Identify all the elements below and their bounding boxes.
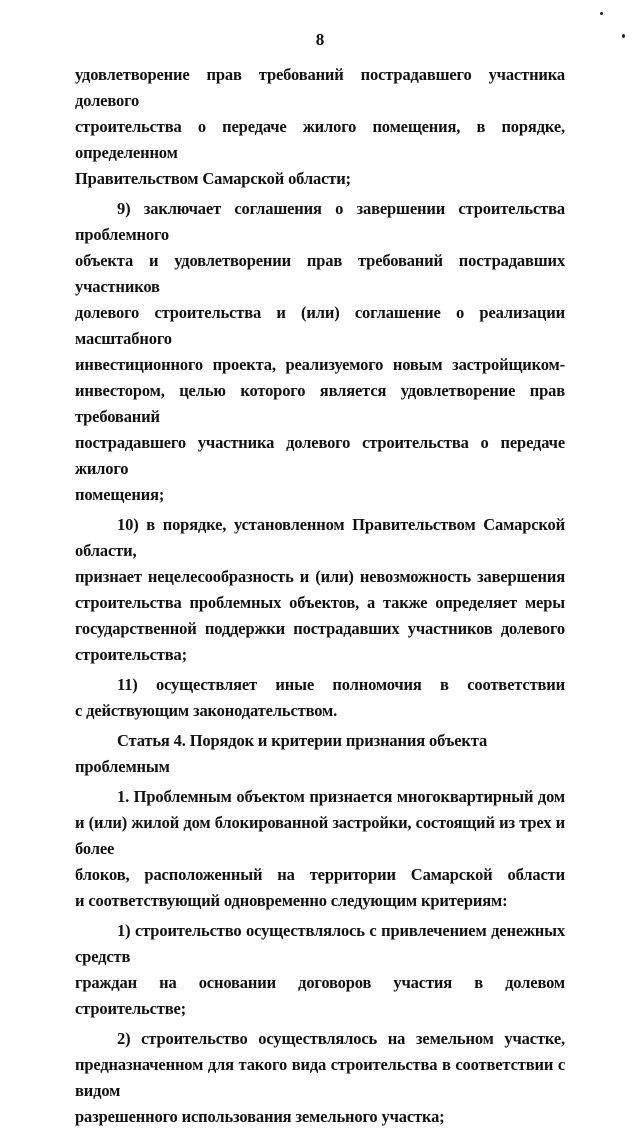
- scan-speck: [600, 12, 603, 15]
- paragraph-line: с действующим законодательством.: [75, 701, 338, 720]
- list-item-11: 11) осуществляет иные полномочия в соответствии: [117, 675, 565, 694]
- page-number: 8: [315, 30, 325, 49]
- list-item-10: 10) в порядке, установленном Правительством Самарской области,: [75, 515, 565, 560]
- paragraph-line: предназначенном для такого вида строительства в соответствии с видом: [75, 1055, 565, 1100]
- paragraph-line: строительства;: [75, 645, 187, 664]
- criterion-2: 2) строительство осуществлялось на земельном участке,: [117, 1029, 565, 1048]
- paragraph-line: граждан на основании договоров участия в долевом строительстве;: [75, 973, 565, 1018]
- paragraph-line: долевого строительства и (или) соглашение о реализации масштабного: [75, 303, 565, 348]
- scan-speck: [622, 34, 625, 38]
- paragraph-line: разрешенного использования земельного участка;: [75, 1107, 445, 1126]
- article-title: Порядок и критерии признания объекта проблемным: [75, 731, 488, 776]
- paragraph-line: инвестором, целью которого является удовлетворение прав требований: [75, 381, 565, 426]
- paragraph-line: помещения;: [75, 485, 165, 504]
- document-body: [75, 62, 565, 1130]
- article-heading: [75, 728, 565, 780]
- paragraph-line: государственной поддержки пострадавших участников долевого: [75, 619, 565, 638]
- article-number: Статья 4.: [117, 731, 190, 750]
- paragraph-line: и соответствующий одновременно следующим критериям:: [75, 891, 508, 910]
- paragraph-line: пострадавшего участника долевого строительства о передаче жилого: [75, 433, 565, 478]
- paragraph-line: строительства проблемных объектов, а также определяет меры: [75, 593, 565, 612]
- paragraph-line: строительства о передаче жилого помещения, в порядке, определенном: [75, 117, 565, 162]
- list-item-9: 9) заключает соглашения о завершении строительства проблемного: [75, 199, 565, 244]
- paragraph-line: Правительством Самарской области;: [75, 169, 351, 188]
- paragraph-line: объекта и удовлетворении прав требований пострадавших участников: [75, 251, 565, 296]
- paragraph-line: блоков, расположенный на территории Самарской области: [75, 865, 565, 884]
- paragraph-line: и (или) жилой дом блокированной застройки, состоящий из трех и более: [75, 813, 565, 858]
- paragraph-line: признает нецелесообразность и (или) невозможность завершения: [75, 567, 565, 586]
- criterion-1: 1) строительство осуществлялось с привлечением денежных средств: [75, 921, 565, 966]
- clause-1: 1. Проблемным объектом признается многоквартирный дом: [117, 787, 565, 806]
- paragraph-line: инвестиционного проекта, реализуемого новым застройщиком-: [75, 355, 565, 374]
- paragraph-line: удовлетворение прав требований пострадавшего участника долевого: [75, 65, 565, 110]
